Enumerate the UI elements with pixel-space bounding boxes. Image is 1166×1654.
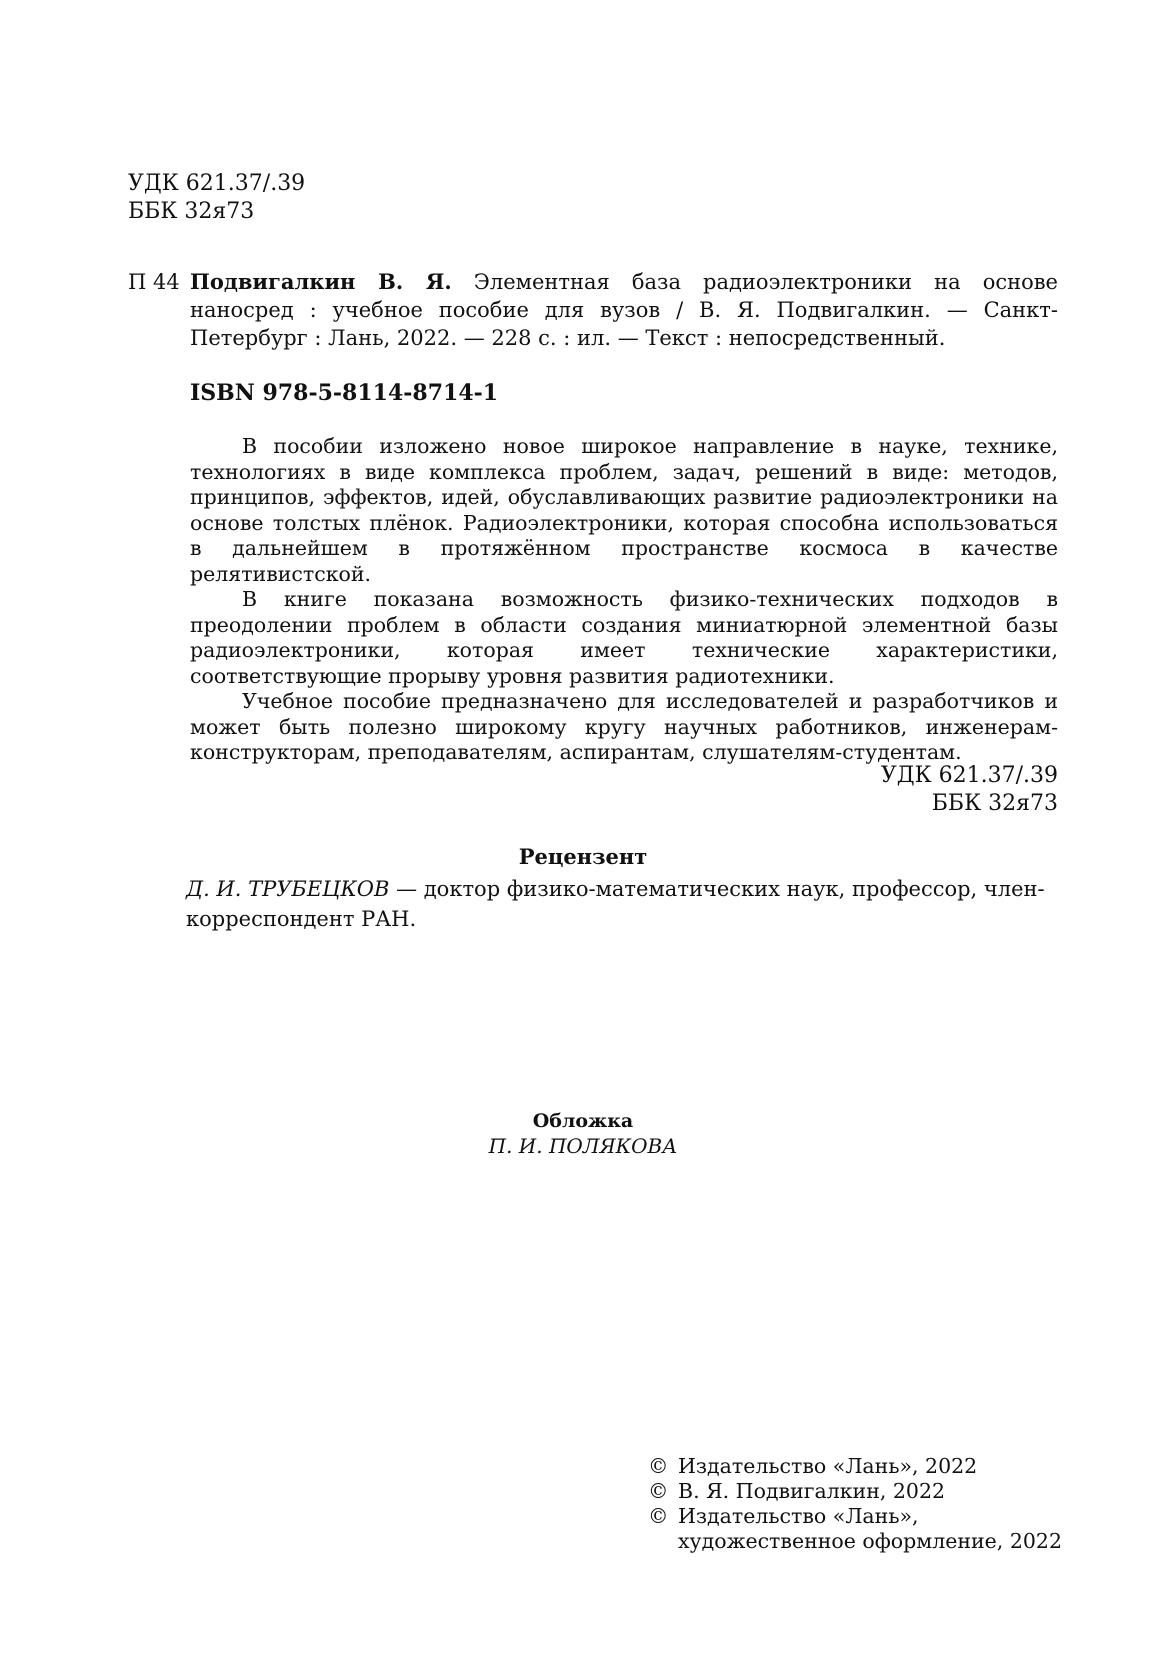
copyright-text: художественное оформление, 2022 [678,1529,1063,1553]
entry-body [190,268,1058,352]
udk-code: УДК 621.37/.39 [128,171,306,196]
abstract [190,434,1058,766]
abstract-paragraph: В пособии изложено новое широкое направление в науке, технике, технологиях в виде комплекса проблем, задач, решений в виде: методов, принципов, эффектов, идей, обуславливающих развитие радиоэлектроники на основе толстых плёнок. Радиоэлектроники, которая способна использоваться в дальнейшем в протяжённом пространстве космоса в качестве релятивистской. [190,434,1058,586]
abstract-paragraph: Учебное пособие предназначено для исследователей и разработчиков и может быть полезно широкому кругу научных работников, инженерам-конструкторам, преподавателям, аспирантам, слушателям-студентам. [190,689,1058,764]
copyright-line [648,1454,1062,1479]
copyright-text: Издательство «Лань», [678,1504,919,1528]
bbk-code: ББК 32я73 [128,199,255,224]
entry-author: Подвигалкин В. Я. [190,269,452,294]
reviewer-heading: Рецензент [518,844,648,869]
copyright-line [648,1479,1062,1504]
copyright-text: Издательство «Лань», 2022 [678,1454,978,1478]
copyright-line [648,1529,1062,1554]
reviewer-info [186,874,1058,934]
classification-codes-top [128,170,305,226]
copyright-icon: © [648,1454,669,1478]
shelf-mark: П 44 [128,270,180,294]
bbk-code: ББК 32я73 [931,791,1058,816]
abstract-paragraph: В книге показана возможность физико-технических подходов в преодолении проблем в области создания миниатюрной элементной базы радиоэлектроники, которая имеет технические характеристики, соответствующие прорыву уровня развития радиотехники. [190,587,1058,688]
isbn: ISBN 978-5-8114-8714-1 [190,380,499,406]
copyright-indent [648,1529,678,1554]
copyright-text: В. Я. Подвигалкин, 2022 [678,1479,946,1503]
classification-codes-bottom [881,762,1058,818]
copyright-block [648,1454,1062,1554]
entry-description: Элементная база радиоэлектроники на основе наносред : учебное пособие для вузов / В. Я. Подвигалкин. — Санкт-Петербург : Лань, 2022. — 228 с. : ил. — Текст : непосредственный. [190,270,1058,350]
bibliographic-entry [128,268,1058,352]
reviewer-details: — доктор физико-математических наук, профессор, член-корреспондент РАН. [186,877,1045,931]
copyright-line [648,1504,1062,1529]
cover-heading: Обложка [532,1110,634,1132]
reviewer-name: Д. И. ТРУБЕЦКОВ [186,877,390,901]
copyright-icon: © [648,1504,669,1528]
copyright-icon: © [648,1479,669,1503]
udk-code: УДК 621.37/.39 [880,763,1058,788]
cover-designer: П. И. ПОЛЯКОВА [488,1134,678,1158]
